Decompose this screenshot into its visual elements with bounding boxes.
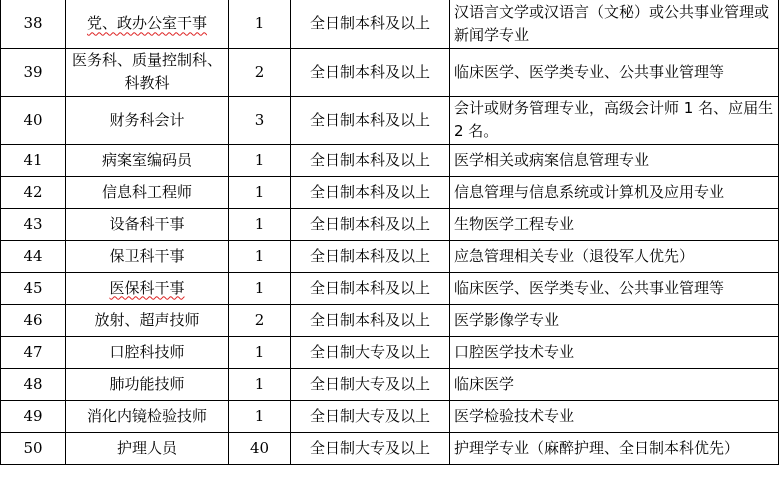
education-requirement: 全日制本科及以上: [291, 144, 450, 176]
position-name: [66, 272, 229, 304]
row-number: 50: [1, 432, 66, 464]
table-row: [1, 240, 779, 272]
position-name: 医务科、质量控制科、科教科: [66, 48, 229, 96]
education-requirement: 全日制本科及以上: [291, 208, 450, 240]
education-requirement: 全日制本科及以上: [291, 240, 450, 272]
headcount: 3: [229, 96, 291, 144]
row-number: 48: [1, 368, 66, 400]
major-requirement: 临床医学: [450, 368, 779, 400]
position-name: 护理人员: [66, 432, 229, 464]
major-requirement: 汉语言文学或汉语言（文秘）或公共事业管理或新闻学专业: [450, 0, 779, 48]
table-row: [1, 176, 779, 208]
table-row: [1, 304, 779, 336]
table-row: [1, 272, 779, 304]
major-requirement: 医学相关或病案信息管理专业: [450, 144, 779, 176]
education-requirement: 全日制大专及以上: [291, 400, 450, 432]
major-requirement: 信息管理与信息系统或计算机及应用专业: [450, 176, 779, 208]
headcount: 1: [229, 336, 291, 368]
education-requirement: 全日制大专及以上: [291, 336, 450, 368]
major-requirement: 应急管理相关专业（退役军人优先）: [450, 240, 779, 272]
headcount: 1: [229, 272, 291, 304]
row-number: 40: [1, 96, 66, 144]
table-row: [1, 48, 779, 96]
table-body: [1, 0, 779, 464]
major-requirement: 医学影像学专业: [450, 304, 779, 336]
major-requirement: 口腔医学技术专业: [450, 336, 779, 368]
major-requirement: 临床医学、医学类专业、公共事业管理等: [450, 48, 779, 96]
position-name-text: 党、政办公室干事: [86, 14, 207, 33]
table-row: [1, 144, 779, 176]
table-row: [1, 432, 779, 464]
position-name: 信息科工程师: [66, 176, 229, 208]
education-requirement: 全日制本科及以上: [291, 304, 450, 336]
major-requirement: 会计或财务管理专业，高级会计师 1 名、应届生 2 名。: [450, 96, 779, 144]
row-number: 42: [1, 176, 66, 208]
table-row: [1, 0, 779, 48]
headcount: 40: [229, 432, 291, 464]
headcount: 1: [229, 368, 291, 400]
major-requirement: 生物医学工程专业: [450, 208, 779, 240]
headcount: 2: [229, 48, 291, 96]
headcount: 2: [229, 304, 291, 336]
position-name: 保卫科干事: [66, 240, 229, 272]
position-name: 放射、超声技师: [66, 304, 229, 336]
position-name: 设备科干事: [66, 208, 229, 240]
position-name-text: 医保科干事: [109, 278, 185, 297]
row-number: 44: [1, 240, 66, 272]
position-name: 财务科会计: [66, 96, 229, 144]
row-number: 41: [1, 144, 66, 176]
position-name: 口腔科技师: [66, 336, 229, 368]
table-row: [1, 208, 779, 240]
table-row: [1, 336, 779, 368]
education-requirement: 全日制本科及以上: [291, 176, 450, 208]
major-requirement: 护理学专业（麻醉护理、全日制本科优先）: [450, 432, 779, 464]
headcount: 1: [229, 144, 291, 176]
headcount: 1: [229, 240, 291, 272]
position-name: [66, 0, 229, 48]
education-requirement: 全日制本科及以上: [291, 272, 450, 304]
table-row: [1, 96, 779, 144]
row-number: 38: [1, 0, 66, 48]
position-name: 肺功能技师: [66, 368, 229, 400]
row-number: 43: [1, 208, 66, 240]
table-row: [1, 368, 779, 400]
row-number: 47: [1, 336, 66, 368]
table-row: [1, 400, 779, 432]
education-requirement: 全日制本科及以上: [291, 96, 450, 144]
row-number: 45: [1, 272, 66, 304]
education-requirement: 全日制本科及以上: [291, 0, 450, 48]
major-requirement: 医学检验技术专业: [450, 400, 779, 432]
headcount: 1: [229, 208, 291, 240]
headcount: 1: [229, 0, 291, 48]
education-requirement: 全日制大专及以上: [291, 368, 450, 400]
headcount: 1: [229, 176, 291, 208]
row-number: 39: [1, 48, 66, 96]
position-name: 病案室编码员: [66, 144, 229, 176]
education-requirement: 全日制本科及以上: [291, 48, 450, 96]
major-requirement: 临床医学、医学类专业、公共事业管理等: [450, 272, 779, 304]
education-requirement: 全日制大专及以上: [291, 432, 450, 464]
row-number: 49: [1, 400, 66, 432]
position-name: 消化内镜检验技师: [66, 400, 229, 432]
row-number: 46: [1, 304, 66, 336]
headcount: 1: [229, 400, 291, 432]
